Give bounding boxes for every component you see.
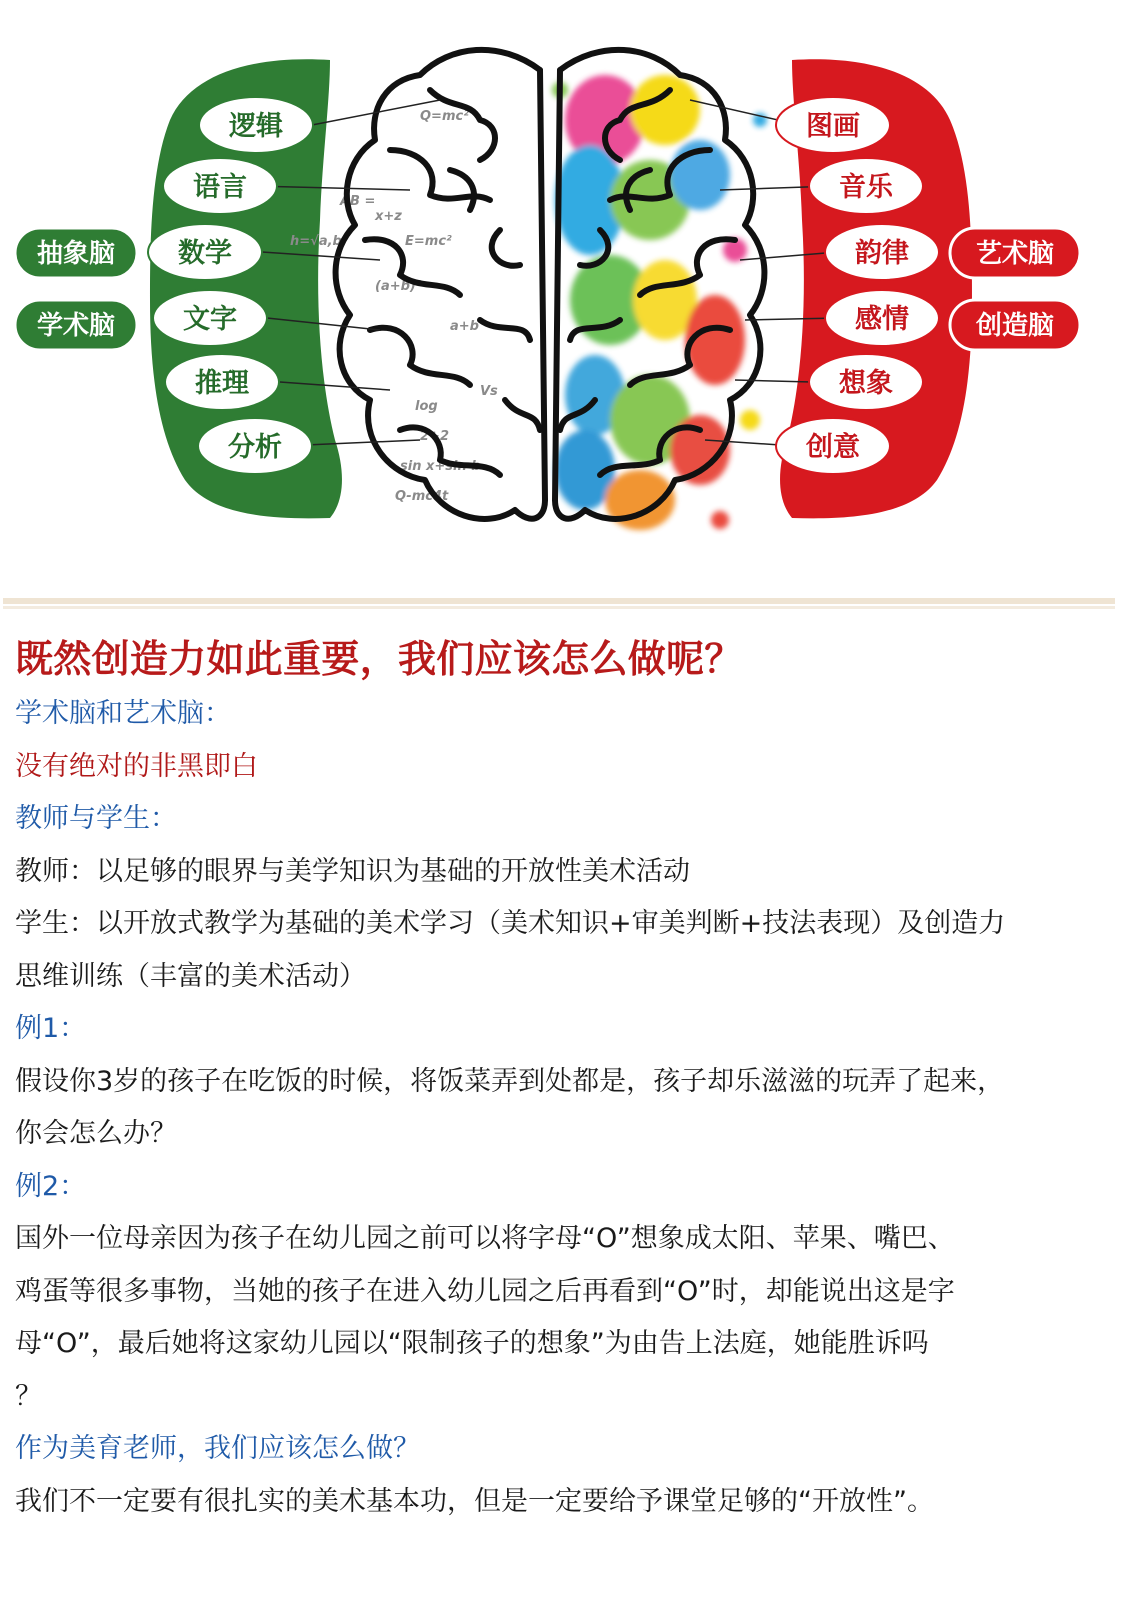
article-line: 作为美育老师，我们应该怎么做？ [15,1433,420,1464]
article [15,630,1115,1528]
article-line: 我们不一定要有很扎实的美术基本功，但是一定要给予课堂足够的“开放性”。 [15,1485,934,1517]
label-creativity: 创意 [806,432,860,463]
article-title: 既然创造力如此重要，我们应该怎么做呢？ [15,637,743,681]
math-scribble: sin x+sin b [400,459,481,474]
label-abstract-brain: 抽象脑 [36,239,116,269]
math-scribble: AB = [340,194,376,209]
math-scribble: (a+b)² [375,279,422,294]
divider [3,598,1115,604]
article-line: 教师：以足够的眼界与美学知识为基础的开放性美术活动 [15,855,690,887]
article-line: 没有绝对的非黑即白 [15,750,258,782]
math-scribble: Q=mc² [420,109,469,124]
label-analysis: 分析 [228,432,282,463]
article-line: 学生：以开放式教学为基础的美术学习（美术知识+审美判断+技法表现）及创造力 [15,908,1006,939]
math-scribble: h=√a,b [290,234,342,249]
label-logic: 逻辑 [229,111,283,142]
divider-secondary [3,606,1115,609]
article-line: 学术脑和艺术脑： [15,698,231,729]
article-line: 你会怎么办？ [15,1118,177,1149]
math-scribble: E=mc² [405,234,452,249]
left-outer-labels [15,228,137,350]
article-line: 例2： [15,1170,87,1202]
article-line: 假设你3岁的孩子在吃饭的时候，将饭菜弄到处都是，孩子却乐滋滋的玩弄了起来， [15,1065,1005,1097]
label-art-brain: 艺术脑 [975,239,1055,269]
article-line: 例1： [15,1013,87,1044]
label-creative-brain: 创造脑 [975,311,1055,341]
label-math: 数学 [178,238,232,269]
label-rhythm: 韵律 [855,238,909,269]
math-scribble: log [415,399,438,414]
article-line: 母“O”，最后她将这家幼儿园以“限制孩子的想象”为由告上法庭，她能胜诉吗 [15,1328,929,1359]
label-academic-brain: 学术脑 [36,311,116,341]
math-scribble: 2+2 [420,429,449,444]
brain-diagram [0,0,1132,600]
math-scribble: x+z [375,209,402,224]
article-line: 鸡蛋等很多事物，当她的孩子在进入幼儿园之后再看到“O”时，却能说出这是字 [15,1275,955,1307]
math-scribble: Q-mc4t [395,489,449,504]
article-body [15,688,1115,1528]
label-drawing: 图画 [806,111,860,142]
label-writing: 文字 [183,304,237,335]
article-line: 思维训练（丰富的美术活动） [15,960,366,992]
label-music: 音乐 [839,172,893,203]
article-line: 国外一位母亲因为孩子在幼儿园之前可以将字母“O”想象成太阳、苹果、嘴巴、 [15,1223,955,1254]
label-imagination: 想象 [839,368,893,399]
label-language: 语言 [193,172,247,203]
math-scribble: Vs [480,384,498,399]
math-scribble: a+b [450,319,479,334]
label-emotion: 感情 [855,304,909,335]
article-line: 教师与学生： [15,803,177,834]
label-reasoning: 推理 [195,368,249,399]
article-line: ？ [15,1380,42,1412]
